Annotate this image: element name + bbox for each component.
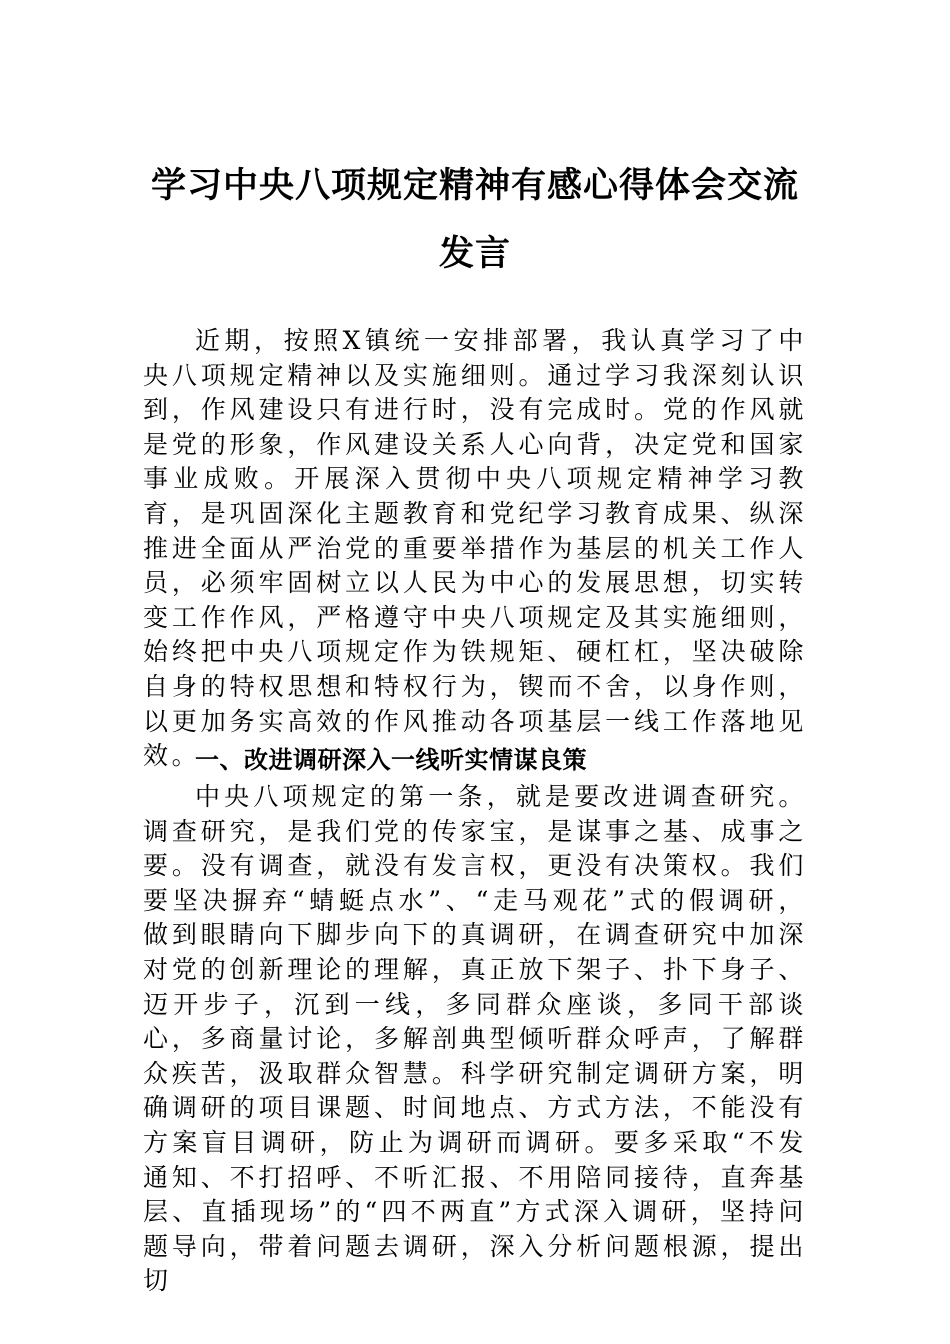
section-heading-1: 一、改进调研深入一线听实情谋良策 <box>195 746 587 774</box>
intro-paragraph: 近期，按照X镇统一安排部署，我认真学习了中央八项规定精神以及实施细则。通过学习我深刻认识到，作风建设只有进行时，没有完成时。党的作风就是党的形象，作风建设关系人心向背，决定党和国家事业成败。开展深入贯彻中央八项规定精神学习教育，是巩固深化主题教育和党纪学习教育成果、纵深推进全面从严治党的重要举措作为基层的机关工作人员，必须牢固树立以人民为中心的发展思想，切实转变工作作风，严格遵守中央八项规定及其实施细则，始终把中央八项规定作为铁规矩、硬杠杠，坚决破除自身的特权思想和特权行为，锲而不舍，以身作则，以更加务实高效的作风推动各项基层一线工作落地见效。 <box>143 326 807 771</box>
section-1-paragraph: 中央八项规定的第一条，就是要改进调查研究。调查研究，是我们党的传家宝，是谋事之基、成事之要。没有调查，就没有发言权，更没有决策权。我们要坚决摒弃“蜻蜓点水”、“走马观花”式的假调研，做到眼睛向下脚步向下的真调研，在调查研究中加深对党的创新理论的理解，真正放下架子、扑下身子、迈开步子，沉到一线，多同群众座谈，多同干部谈心，多商量讨论，多解剖典型倾听群众呼声，了解群众疾苦，汲取群众智慧。科学研究制定调研方案，明确调研的项目课题、时间地点、方式方法，不能没有方案盲目调研，防止为调研而调研。要多采取“不发通知、不打招呼、不听汇报、不用陪同接待，直奔基层、直插现场”的“四不两直”方式深入调研，坚持问题导向，带着问题去调研，深入分析问题根源，提出切 <box>143 782 807 1296</box>
document-title-line-2: 发言 <box>438 234 511 274</box>
document-title-line-1: 学习中央八项规定精神有感心得体会交流 <box>150 166 799 206</box>
